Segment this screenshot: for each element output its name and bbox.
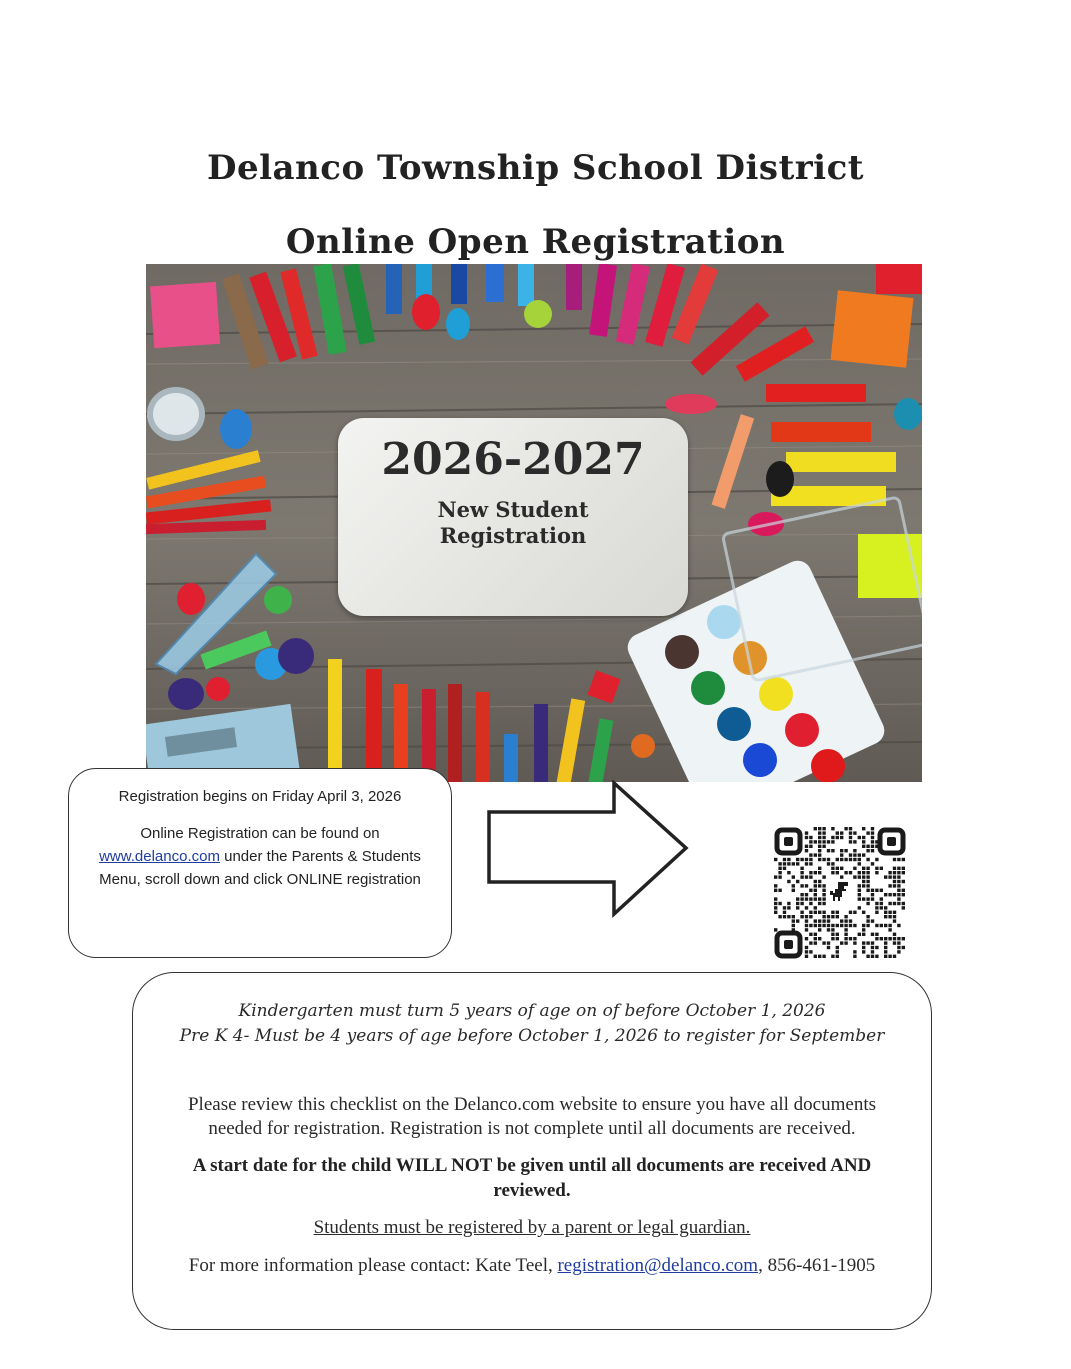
instructions-prefix: Online Registration can be found on: [140, 825, 380, 842]
year-card: [338, 418, 688, 616]
registration-info-box: [68, 768, 452, 958]
card-line-registration: Registration: [439, 523, 587, 548]
checklist-notice: Please review this checklist on the Delanco.com website to ensure you have all documents needed for registration. Registration is not complete until all documents are received.: [187, 1094, 877, 1139]
contact-suffix: , 856-461-1905: [758, 1255, 876, 1276]
qr-code-icon[interactable]: [774, 827, 906, 963]
contact-info: [163, 1253, 901, 1278]
kindergarten-age-rule: Kindergarten must turn 5 years of age on of before October 1, 2026: [238, 1001, 826, 1021]
delanco-website-link[interactable]: www.delanco.com: [99, 848, 220, 865]
card-line-new-student: New Student: [437, 497, 589, 522]
contact-prefix: For more information please contact: Kate Teel,: [188, 1255, 558, 1276]
prek-age-rule: Pre K 4- Must be 4 years of age before October 1, 2026 to register for September: [179, 1026, 885, 1046]
registration-instructions: [87, 822, 433, 891]
page-subtitle: Online Open Registration: [285, 222, 786, 262]
requirements-box: [132, 972, 932, 1330]
registration-begins: Registration begins on Friday April 3, 2026: [118, 788, 402, 805]
right-arrow-icon: [486, 780, 692, 924]
registration-email-link[interactable]: registration@delanco.com: [557, 1255, 759, 1276]
school-year: 2026-2027: [381, 434, 645, 485]
start-date-notice: A start date for the child WILL NOT be given until all documents are received AND reviewed.: [192, 1155, 872, 1201]
page-title: Delanco Township School District: [206, 148, 865, 188]
instructions-suffix: under the Parents & Students Menu, scroll down and click ONLINE registration: [99, 848, 421, 888]
guardian-notice: Students must be registered by a parent or legal guardian.: [313, 1217, 751, 1238]
